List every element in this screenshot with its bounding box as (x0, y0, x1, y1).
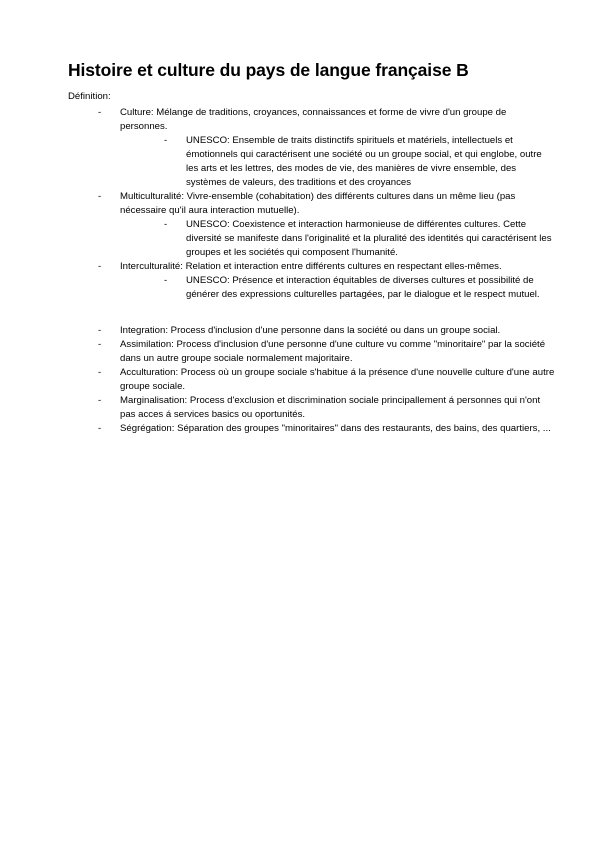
list-item (98, 106, 556, 190)
list-item-text: Marginalisation: Process d'exclusion et discrimination sociale principallement á personnes qui n'ont pas acces á services basics ou oportunités. (120, 394, 541, 420)
bullet-dash: - (98, 394, 102, 406)
list-item-text: Ségrégation: Séparation des groupes "minoritaires" dans des restaurants, des bains, des quartiers, ... (120, 422, 551, 434)
bullet-dash: - (164, 274, 168, 286)
definition-label: Définition: (68, 90, 111, 102)
list-item-text: Acculturation: Process où un groupe sociale s'habitue á la présence d'une nouvelle culture d'une autre groupe sociale. (120, 366, 555, 392)
bullet-dash: - (98, 106, 102, 118)
list-item-text: UNESCO: Présence et interaction équitables de diverses cultures et possibilité de générer des expressions culturelles partagées, par le dialogue et le respect mutuel. (186, 274, 540, 300)
page-title: Histoire et culture du pays de langue française B (68, 60, 469, 80)
list-item (164, 274, 556, 302)
list-item (98, 190, 556, 260)
list-item (98, 366, 556, 394)
bullet-dash: - (98, 422, 102, 434)
list-item-text: Multiculturalité: Vivre-ensemble (cohabitation) des différents cultures dans un même lieu (pas nécessaire qu'il aura interaction mutuelle). (120, 190, 516, 216)
sub-list (164, 218, 556, 260)
bullet-dash: - (164, 134, 168, 146)
definitions-list (98, 106, 556, 302)
list-item-text: UNESCO: Coexistence et interaction harmonieuse de différentes cultures. Cette diversité se manifeste dans l'originalité et la pluralité des identités qui caractérisent les groupes et les sociétés qui composent l'humanité. (186, 218, 552, 258)
list-item (98, 324, 556, 338)
list-item (164, 218, 556, 260)
list-item-text: Integration: Process d'inclusion d'une personne dans la société ou dans un groupe social. (120, 324, 501, 336)
list-item-text: Culture: Mélange de traditions, croyances, connaissances et forme de vivre d'un groupe de personnes. (120, 106, 507, 132)
list-item-text: Interculturalité: Relation et interaction entre différents cultures en respectant elles-mêmes. (120, 260, 502, 272)
bullet-dash: - (164, 218, 168, 230)
processes-list (98, 324, 556, 436)
list-item (98, 422, 556, 436)
bullet-dash: - (98, 324, 102, 336)
sub-list (164, 134, 556, 190)
list-item (98, 338, 556, 366)
bullet-dash: - (98, 338, 102, 350)
bullet-dash: - (98, 366, 102, 378)
bullet-dash: - (98, 260, 102, 272)
list-item (164, 134, 556, 190)
bullet-dash: - (98, 190, 102, 202)
sub-list (164, 274, 556, 302)
list-item (98, 394, 556, 422)
section-gap (68, 302, 556, 324)
list-item-text: Assimilation: Process d'inclusion d'une personne d'une culture vu comme "minoritaire" par la société dans un autre groupe sociale normalement majoritaire. (120, 338, 546, 364)
list-item (98, 260, 556, 302)
list-item-text: UNESCO: Ensemble de traits distinctifs spirituels et matériels, intellectuels et émotionnels qui caractérisent une société ou un groupe social, et qui englobe, outre les arts et les lettres, des modes de vie, des manières de vivre ensemble, des systèmes de valeurs, des traditions et des croyances (186, 134, 542, 188)
